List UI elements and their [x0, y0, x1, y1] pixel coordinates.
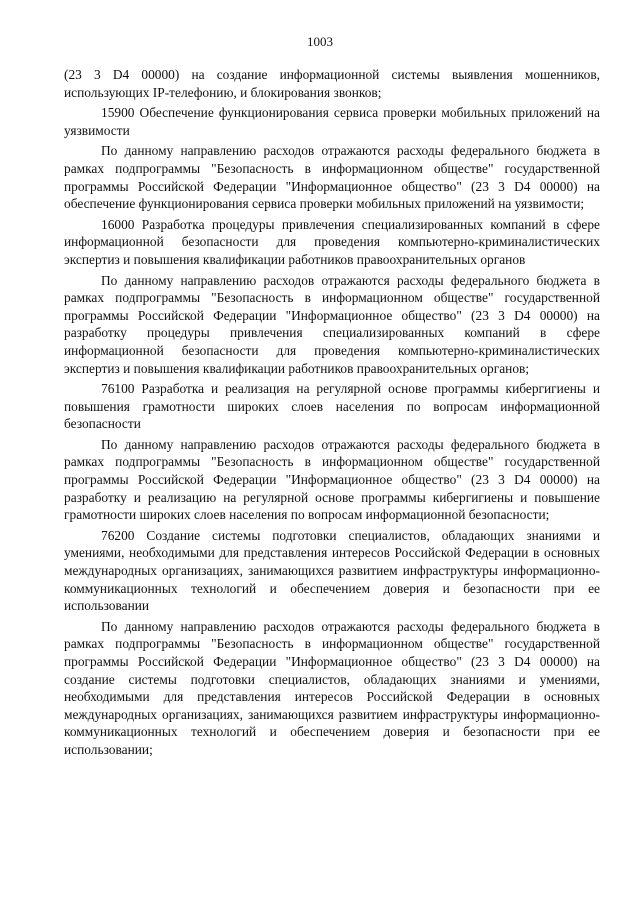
paragraph-5: По данному направлению расходов отражаются расходы федерального бюджета в рамках подпрограммы "Безопасность в информационном обществе" государственной программы Российской Федерации "Информационное общество" (23 3 D4 00000) на разработку процедуры привлечения специализированных компаний в сфере информационной безопасности для проведения компьютерно-криминалистических экспертиз и повышения квалификации работников правоохранительных органов;	[64, 272, 600, 376]
paragraph-4: 16000 Разработка процедуры привлечения специализированных компаний в сфере информационной безопасности для проведения компьютерно-криминалистических экспертиз и повышения квалификации работников правоохранительных органов	[64, 216, 600, 267]
page-number: 1003	[307, 34, 333, 49]
paragraph-8: 76200 Создание системы подготовки специалистов, обладающих знаниями и умениями, необходимыми для представления интересов Российской Федерации в основных международных организациях, занимающихся развитием инфраструктуры информационно-коммуникационных технологий и обеспечением доверия и безопасности при ее использовании	[64, 527, 600, 614]
paragraph-9: По данному направлению расходов отражаются расходы федерального бюджета в рамках подпрограммы "Безопасность в информационном обществе" государственной программы Российской Федерации "Информационное общество" (23 3 D4 00000) на создание системы подготовки специалистов, обладающих знаниями и умениями, необходимыми для представления интересов Российской Федерации в основных международных организациях, занимающихся развитием инфраструктуры информационно-коммуникационных технологий и обеспечением доверия и безопасности при ее использовании;	[64, 618, 600, 757]
paragraph-6: 76100 Разработка и реализация на регулярной основе программы кибергигиены и повышения грамотности широких слоев населения по вопросам информационной безопасности	[64, 381, 600, 432]
paragraph-3: По данному направлению расходов отражаются расходы федерального бюджета в рамках подпрограммы "Безопасность в информационном обществе" государственной программы Российской Федерации "Информационное общество" (23 3 D4 00000) на обеспечение функционирования сервиса проверки мобильных приложений на уязвимости;	[64, 143, 600, 212]
paragraph-7: По данному направлению расходов отражаются расходы федерального бюджета в рамках подпрограммы "Безопасность в информационном обществе" государственной программы Российской Федерации "Информационное общество" (23 3 D4 00000) на разработку и реализацию на регулярной основе программы кибергигиены и повышение грамотности широких слоев населения по вопросам информационной безопасности;	[64, 436, 600, 523]
document-body	[64, 66, 600, 762]
paragraph-1: (23 3 D4 00000) на создание информационной системы выявления мошенников, использующих IP-телефонию, и блокирования звонков;	[64, 67, 600, 100]
paragraph-2: 15900 Обеспечение функционирования сервиса проверки мобильных приложений на уязвимости	[64, 105, 600, 138]
